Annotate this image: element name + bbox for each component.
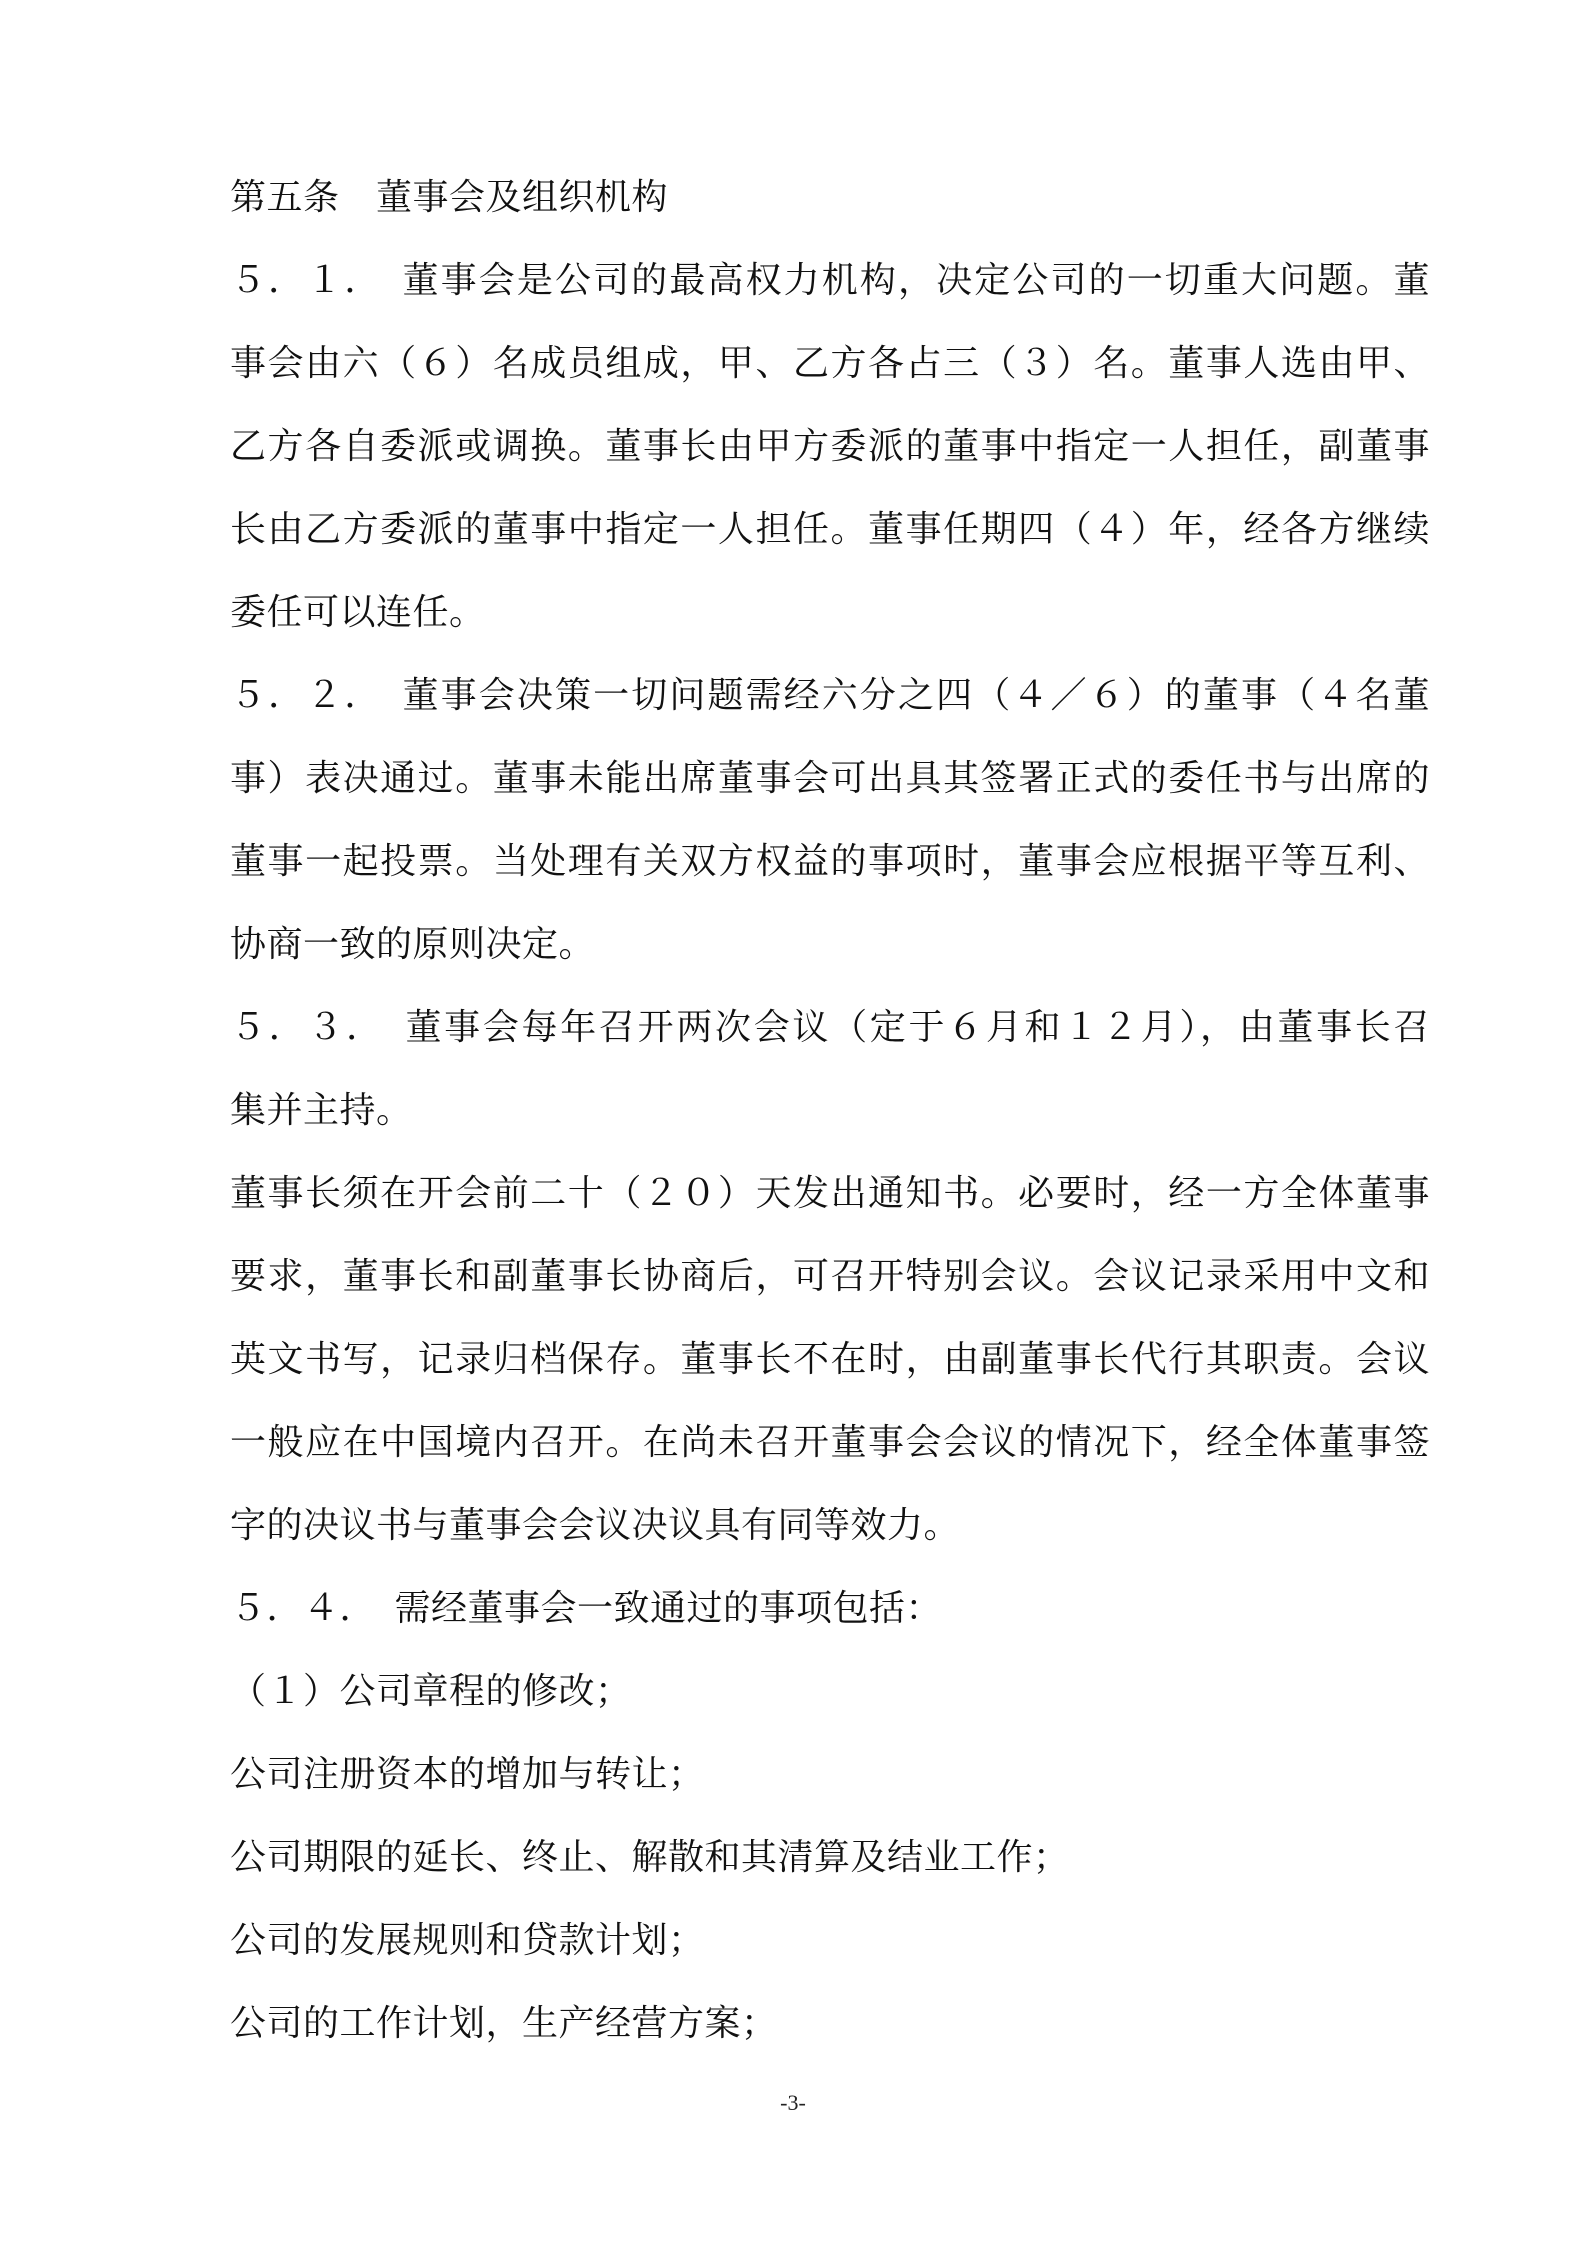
text-line: ５．３． 董事会每年召开两次会议（定于６月和１２月），由董事长召 bbox=[230, 1007, 1430, 1048]
text-line: 长由乙方委派的董事中指定一人担任。董事任期四（４）年，经各方继续 bbox=[230, 509, 1430, 550]
text-line: 事）表决通过。董事未能出席董事会可出具其签署正式的委任书与出席的 bbox=[230, 758, 1430, 799]
text-line: ５．４． 需经董事会一致通过的事项包括： bbox=[230, 1588, 943, 1629]
text-line: 字的决议书与董事会会议决议具有同等效力。 bbox=[230, 1505, 961, 1546]
text-line: 集并主持。 bbox=[230, 1090, 413, 1131]
text-line: 事会由六（６）名成员组成，甲、乙方各占三（３）名。董事人选由甲、 bbox=[230, 343, 1430, 384]
text-line: 公司的发展规则和贷款计划； bbox=[230, 1920, 705, 1961]
text-line: 公司期限的延长、终止、解散和其清算及结业工作； bbox=[230, 1837, 1070, 1878]
text-line: 乙方各自委派或调换。董事长由甲方委派的董事中指定一人担任，副董事 bbox=[230, 426, 1430, 467]
text-line: 一般应在中国境内召开。在尚未召开董事会会议的情况下，经全体董事签 bbox=[230, 1422, 1430, 1463]
text-line: 董事一起投票。当处理有关双方权益的事项时，董事会应根据平等互利、 bbox=[230, 841, 1430, 882]
text-line: 要求，董事长和副董事长协商后，可召开特别会议。会议记录采用中文和 bbox=[230, 1256, 1430, 1297]
text-line: ５．２． 董事会决策一切问题需经六分之四（４／６）的董事（４名董 bbox=[230, 675, 1430, 716]
page-number: -3- bbox=[780, 2090, 806, 2115]
text-line: ５．１． 董事会是公司的最高权力机构，决定公司的一切重大问题。董 bbox=[230, 260, 1430, 301]
text-line: 公司注册资本的增加与转让； bbox=[230, 1754, 705, 1795]
document-body bbox=[230, 156, 1430, 2065]
text-line: 委任可以连任。 bbox=[230, 592, 486, 633]
text-line: 协商一致的原则决定。 bbox=[230, 924, 596, 965]
text-line: 公司的工作计划，生产经营方案； bbox=[230, 2003, 778, 2044]
text-line: 第五条 董事会及组织机构 bbox=[230, 177, 669, 218]
text-line: 董事长须在开会前二十（２０）天发出通知书。必要时，经一方全体董事 bbox=[230, 1173, 1430, 1214]
text-line: （１）公司章程的修改； bbox=[230, 1671, 632, 1712]
text-line: 英文书写，记录归档保存。董事长不在时，由副董事长代行其职责。会议 bbox=[230, 1339, 1430, 1380]
